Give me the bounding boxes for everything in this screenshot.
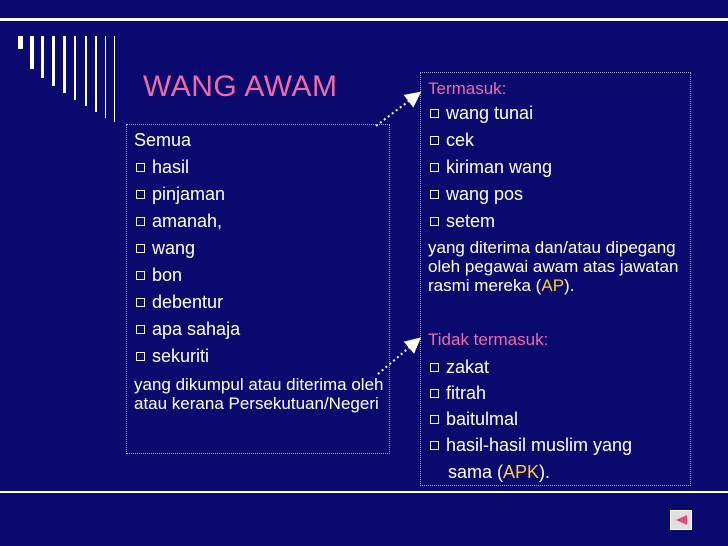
hollow-square-icon (136, 271, 145, 280)
list-item: wang tunai (428, 100, 533, 127)
previous-slide-icon (674, 514, 688, 526)
hollow-square-icon (136, 298, 145, 307)
list-item: baitulmal (428, 406, 518, 433)
included-note: yang diterima dan/atau dipegang oleh pegawai awam atas jawatan rasmi mereka (AP). (428, 238, 679, 295)
decorative-bar (74, 36, 76, 100)
left-note: yang dikumpul atau diterima oleh atau kerana Persekutuan/Negeri (134, 375, 384, 413)
list-item: debentur (134, 289, 223, 316)
list-item: amanah, (134, 208, 222, 235)
left-intro: Semua (134, 130, 192, 150)
hollow-square-icon (136, 244, 145, 253)
hollow-square-icon (136, 352, 145, 361)
decorative-bar (95, 36, 97, 112)
list-item: bon (134, 262, 182, 289)
hollow-square-icon (430, 109, 439, 118)
list-item: fitrah (428, 380, 486, 407)
previous-slide-button[interactable] (670, 510, 692, 530)
hollow-square-icon (430, 217, 439, 226)
decorative-bar (30, 36, 34, 69)
hollow-square-icon (136, 163, 145, 172)
bottom-divider (0, 491, 728, 493)
decorative-bar (52, 36, 55, 86)
excluded-heading: Tidak termasuk: (428, 330, 549, 349)
decorative-bar (114, 36, 115, 122)
list-item: hasil-hasil muslim yang (428, 432, 632, 459)
hollow-square-icon (430, 441, 439, 450)
list-item: kiriman wang (428, 154, 552, 181)
hollow-square-icon (430, 136, 439, 145)
list-item: setem (428, 208, 495, 235)
hollow-square-icon (430, 363, 439, 372)
list-item: wang (134, 235, 195, 262)
decorative-bar (85, 36, 87, 106)
arrow-to-included (376, 94, 418, 126)
hollow-square-icon (136, 217, 145, 226)
hollow-square-icon (430, 415, 439, 424)
list-item: apa sahaja (134, 316, 240, 343)
hollow-square-icon (430, 389, 439, 398)
hollow-square-icon (136, 325, 145, 334)
slide-title: WANG AWAM (143, 70, 338, 103)
included-heading: Termasuk: (428, 79, 507, 98)
list-item: zakat (428, 354, 489, 381)
ap-abbreviation: AP (541, 276, 565, 295)
list-item: hasil (134, 154, 189, 181)
hollow-square-icon (430, 163, 439, 172)
list-item: sekuriti (134, 343, 209, 370)
decorative-bar (41, 36, 44, 78)
decorative-bar (105, 36, 106, 118)
list-item: wang pos (428, 181, 523, 208)
list-item: cek (428, 127, 474, 154)
list-item: pinjaman (134, 181, 225, 208)
decorative-bar (63, 36, 66, 93)
excluded-last-line: sama (APK). (448, 462, 551, 482)
decorative-bar (18, 36, 23, 49)
top-divider (0, 18, 728, 21)
hollow-square-icon (430, 190, 439, 199)
hollow-square-icon (136, 190, 145, 199)
apk-abbreviation: APK (503, 462, 540, 482)
